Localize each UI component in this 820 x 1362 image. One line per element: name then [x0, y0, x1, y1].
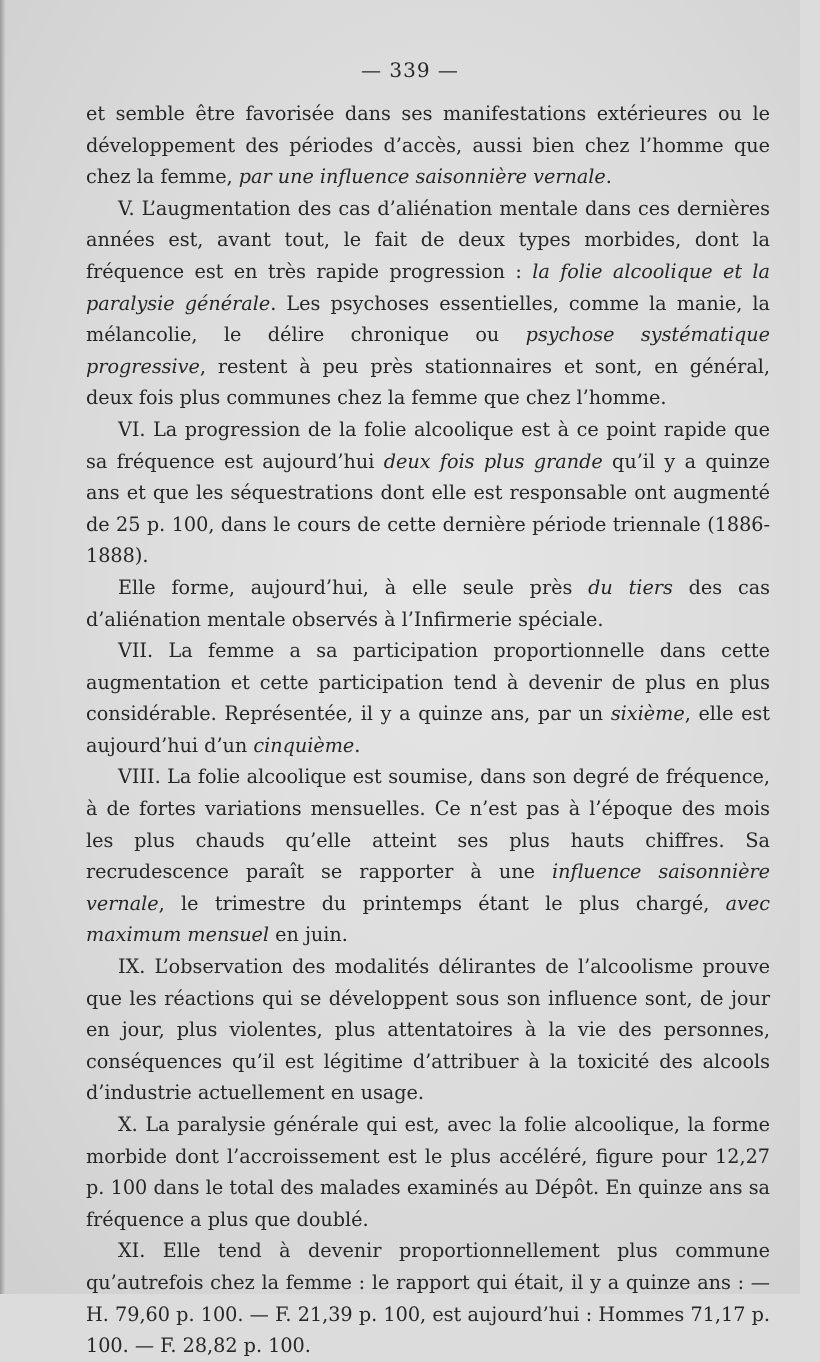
- paragraph-v: V. L’augmentation des cas d’aliénation mentale dans ces dernières années est, avant tout, le fait de deux types morbides, dont la fréquence est en très rapide progression : la folie alcoolique et la paralysie générale. Les psychoses essentielles, comme la manie, la mélancolie, le délire chronique ou psychose systématique progressive, restent à peu près stationnaires et sont, en général, deux fois plus communes chez la femme que chez l’homme.: [86, 196, 770, 410]
- page-number: — 339 —: [361, 58, 459, 82]
- paragraph-xi: XI. Elle tend à devenir proportionnellement plus commune qu’autrefois chez la femme : le rapport qui était, il y a quinze ans : — H. 79,60 p. 100. — F. 21,39 p. 100, est aujourd’hui : Hommes 71,17 p. 100. — F. 28,82 p. 100.: [86, 1239, 770, 1358]
- paragraph-viii: VIII. La folie alcoolique est soumise, dans son degré de fréquence, à de fortes variations mensuelles. Ce n’est pas à l’époque des mois les plus chauds qu’elle atteint ses plus hauts chiffres. Sa recrudescence paraît se rapporter à une influence saisonnière vernale, le trimestre du printemps étant le plus chargé, avec maximum mensuel en juin.: [86, 765, 770, 947]
- paragraph-vii: VII. La femme a sa participation proportionnelle dans cette augmentation et cette participation tend à devenir de plus en plus considérable. Représentée, il y a quinze ans, par un sixième, elle est aujourd’hui d’un cinquième.: [86, 639, 770, 757]
- paragraph-x: X. La paralysie générale qui est, avec la folie alcoolique, la forme morbide dont l’accroissement est le plus accéléré, figure pour 12,27 p. 100 dans le total des malades examinés au Dépôt. En quinze ans sa fréquence a plus que doublé.: [86, 1113, 770, 1231]
- paragraph-vi: VI. La progression de la folie alcoolique est à ce point rapide que sa fréquence est aujourd’hui deux fois plus grande qu’il y a quinze ans et que les séquestrations dont elle est responsable ont augmenté de 25 p. 100, dans le cours de cette dernière période triennale (1886-1888).: [86, 417, 770, 568]
- body-text: [86, 98, 770, 1362]
- paragraph-ix: IX. L’observation des modalités délirantes de l’alcoolisme prouve que les réactions qui se développent sous son influence sont, de jour en jour, plus violentes, plus attentatoires à la vie des personnes, conséquences qu’il est légitime d’attribuer à la toxicité des alcools d’industrie actuellement en usage.: [86, 955, 770, 1105]
- page-edge-shadow: [0, 0, 6, 1294]
- paragraph-vi-continued: Elle forme, aujourd’hui, à elle seule près du tiers des cas d’aliénation mentale observés à l’Infirmerie spéciale.: [86, 575, 770, 631]
- paragraph-continuation: et semble être favorisée dans ses manifestations extérieures ou le développement des périodes d’accès, aussi bien chez l’homme que chez la femme, par une influence saisonnière vernale.: [86, 102, 770, 189]
